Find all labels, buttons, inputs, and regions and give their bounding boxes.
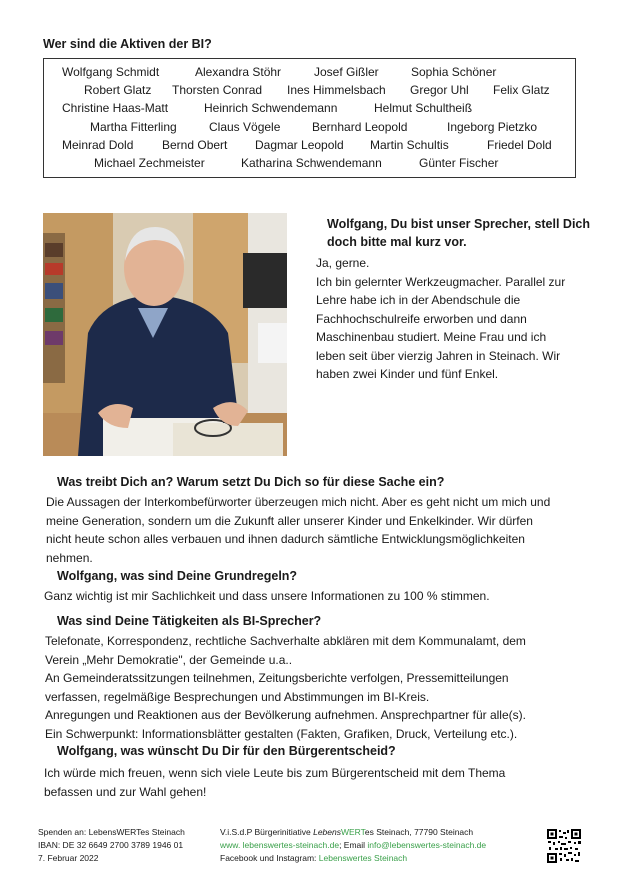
qr-code-icon [546, 828, 582, 864]
member-name: Katharina Schwendemann [241, 156, 382, 170]
members-row-5 [44, 138, 575, 156]
visdp-lebens: Lebens [313, 827, 341, 837]
footer-right [220, 826, 560, 865]
member-name: Günter Fischer [419, 156, 499, 170]
question-introduce: Wolfgang, Du bist unser Sprecher, stell Dich doch bitte mal kurz vor. [327, 217, 591, 249]
member-name: Ingeborg Pietzko [447, 120, 538, 134]
member-name: Robert Glatz [84, 83, 152, 97]
member-name: Thorsten Conrad [172, 83, 263, 97]
member-name: Felix Glatz [493, 83, 550, 97]
member-name: Gregor Uhl [410, 83, 469, 97]
footer-left [38, 826, 218, 865]
member-name: Alexandra Stöhr [195, 65, 282, 79]
social-link[interactable]: Lebenswertes Steinach [318, 853, 408, 863]
members-row-4 [44, 120, 575, 138]
member-name: Friedel Dold [487, 138, 552, 152]
member-name: Heinrich Schwendemann [204, 101, 338, 115]
member-name: Sophia Schöner [411, 65, 497, 79]
answer-activities: Telefonate, Korrespondenz, rechtliche Sachverhalte abklären mit dem Kommunalamt, dem Verein „Mehr Demokratie", der Gemeinde u.a.. An Gemeinderatssitzungen teilnehmen, Zeitungsberichte verfolgen, Pressemitteilungen verfassen, regelmäßige Besprechungen und Abstimmungen im BI-Kreis. Anregungen und Reaktionen aus der Bevölkerung aufnehmen. Ansprechpartner für alle(s). Ein Schwerpunkt: Informationsblätter gestalten (Fakten, Grafiken, Druck, Verteilung etc.). [45, 634, 526, 741]
member-name: Meinrad Dold [62, 138, 134, 152]
email-label: ; Email [339, 840, 368, 850]
donations-line: Spenden an: LebensWERTes Steinach [38, 827, 185, 837]
members-row-1 [44, 65, 575, 83]
social-line [220, 852, 560, 865]
member-name: Helmut Schultheiß [374, 101, 473, 115]
members-title: Wer sind die Aktiven der BI? [43, 37, 212, 51]
question-wish: Wolfgang, was wünscht Du Dir für den Bürgerentscheid? [57, 744, 396, 758]
members-row-2 [44, 83, 575, 101]
visdp-line [220, 826, 560, 839]
members-row-6 [44, 156, 575, 174]
answer-wish: Ich würde mich freuen, wenn sich viele Leute bis zum Bürgerentscheid mit dem Thema befassen und zur Wahl gehen! [44, 766, 506, 799]
visdp-suffix: es Steinach, 77790 Steinach [364, 827, 474, 837]
footer [38, 826, 583, 876]
members-row-3 [44, 101, 575, 119]
member-name: Martha Fitterling [90, 120, 177, 134]
member-name: Wolfgang Schmidt [62, 65, 160, 79]
contact-line [220, 839, 560, 852]
member-name: Josef Gißler [314, 65, 379, 79]
member-name: Bernd Obert [162, 138, 228, 152]
question-activities: Was sind Deine Tätigkeiten als BI-Sprecher? [57, 614, 322, 628]
question-principles: Wolfgang, was sind Deine Grundregeln? [57, 569, 298, 583]
email-link[interactable]: info@lebenswertes-steinach.de [367, 840, 487, 850]
visdp-prefix: V.i.S.d.P Bürgerinitiative [220, 827, 314, 837]
member-name: Claus Vögele [209, 120, 281, 134]
iban: IBAN: DE 32 6649 2700 3789 1946 01 [38, 840, 184, 850]
answer-motivation: Die Aussagen der Interkombefürworter überzeugen mich nicht. Aber es geht nicht um mich und meine Generation, sondern um die Zukunft aller unserer Kinder und Enkelkinder. Wir dürfen nicht heute schon alles verbauen und ihnen dadurch sämtliche Entwicklungsmöglichkeiten nehmen. [46, 495, 551, 565]
member-name: Christine Haas-Matt [62, 101, 169, 115]
website-link[interactable]: www. lebenswertes-steinach.de [220, 840, 340, 850]
portrait-photo [43, 213, 287, 456]
member-name: Ines Himmelsbach [287, 83, 386, 97]
member-name: Michael Zechmeister [94, 156, 205, 170]
member-name: Dagmar Leopold [255, 138, 344, 152]
answer-introduce: Ja, gerne. Ich bin gelernter Werkzeugmacher. Parallel zur Lehre habe ich in der Abendschule die Fachhochschulreife erworben und dann Maschinenbau studiert. Meine Frau und ich leben seit über vierzig Jahren in Steinach. Wir haben zwei Kinder und fünf Enkel. [316, 256, 566, 381]
member-name: Martin Schultis [370, 138, 449, 152]
answer-principles: Ganz wichtig ist mir Sachlichkeit und dass unsere Informationen zu 100 % stimmen. [44, 589, 490, 603]
date: 7. Februar 2022 [38, 853, 99, 863]
member-name: Bernhard Leopold [312, 120, 408, 134]
question-motivation: Was treibt Dich an? Warum setzt Du Dich so für diese Sache ein? [57, 475, 445, 489]
members-box [43, 58, 576, 178]
social-label: Facebook und Instagram: [220, 853, 319, 863]
visdp-wert: WERT [340, 827, 365, 837]
